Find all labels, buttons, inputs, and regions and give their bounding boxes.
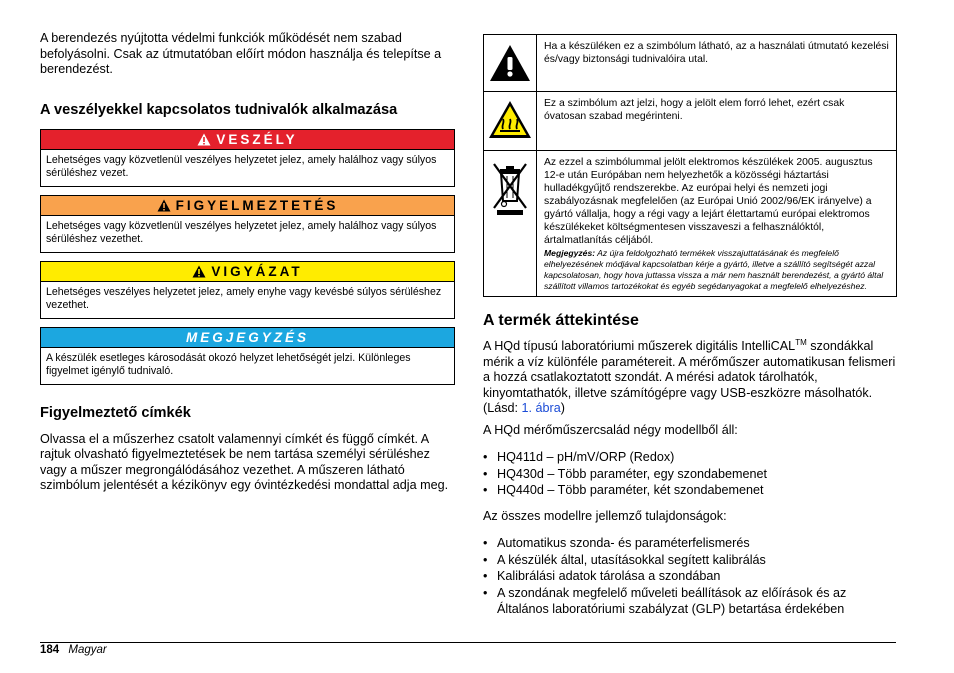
caution-text: Lehetséges veszélyes helyzetet jelez, amely enyhe vagy kevésbé súlyos sérüléshez vezethet.: [46, 285, 442, 311]
footer-language: Magyar: [68, 644, 107, 656]
labels-paragraph: Olvassa el a műszerhez csatolt valamennyi címkét és függő címkét. A rajtuk olvasható figyelmeztetések be nem tartása személyi sérüléshez vagy a műszer megrongálódásához vezethet. A műszeren látható szimbólum jelentését a kézikönyv egy óvintézkedési mondattal adja meg.: [40, 431, 449, 492]
warning-triangle-icon: [192, 265, 206, 278]
list-item: • HQ430d – Több paraméter, egy szondabemenet: [483, 466, 897, 483]
note-header: [41, 328, 454, 348]
footer-rule: [40, 642, 896, 643]
weee-crossed-bin-icon: [489, 159, 531, 217]
caution-box: [40, 261, 455, 319]
warning-triangle-icon: [197, 133, 211, 146]
table-row: [484, 151, 897, 297]
list-item: • Kalibrálási adatok tárolása a szondában: [483, 568, 897, 585]
symbol-cell: [484, 92, 537, 151]
weee-note-text: Az újra feldolgozható termékek visszajuttatásának és megfelelő elhelyezésének módjával kapcsolatban kérje a gyártó, illetve a szállító segítségét azzal kapcsolatosan, hogy hova juttassa vissza a már nem használt berendezést, a gyártó által szállított villamos tartozékokat és egyéb segédanyagokat a megfelelő elhelyezéshez.: [544, 248, 884, 291]
danger-box: [40, 129, 455, 187]
symbol-text-weee: [537, 151, 897, 297]
warning-header: [41, 196, 454, 216]
weee-note-label: Megjegyzés:: [544, 248, 596, 258]
symbol-text: Ha a készüléken ez a szimbólum látható, az a használati útmutató kezelési és/vagy biztonsági tudnivalóira utal.: [537, 35, 897, 92]
weee-text: Az ezzel a szimbólummal jelölt elektromos készülékek 2005. augusztus 12-e után Európában nem helyezhetők a közösségi háztartási hulladékgyűjtő rendszerekbe. Az európai helyi és nemzeti jogi szabályozásnak megfelelően (az Európai Unió 2002/96/EK irányelve) a gyártó vállalja, hogy a régi vagy a lejárt élettartamú európai elektromos készülékeket költségmentesen visszaveszi a felhasználóktól, ártalmatlanítás céljából.: [544, 157, 873, 246]
note-text: A készülék esetleges károsodását okozó helyzet lehetőségét jelzi. Különleges figyelmet igénylő tudnivaló.: [46, 351, 411, 377]
danger-header: [41, 130, 454, 150]
page-footer: [40, 643, 107, 657]
weee-note: [544, 248, 889, 292]
caution-header: [41, 262, 454, 282]
page-number: 184: [40, 644, 60, 656]
list-item: • HQ411d – pH/mV/ORP (Redox): [483, 449, 897, 466]
caution-label: VIGYÁZAT: [211, 263, 303, 279]
general-warning-icon: [488, 43, 532, 83]
list-item: • A készülék által, utasításokkal segített kalibrálás: [483, 552, 897, 569]
warning-text: Lehetséges vagy közvetlenül veszélyes helyzetet jelez, amely halálhoz vagy súlyos sérüléshez vezethet.: [46, 219, 437, 245]
danger-label: VESZÉLY: [216, 131, 298, 147]
symbols-table: [483, 34, 897, 297]
list-item: • Automatikus szonda- és paraméterfelismerés: [483, 535, 897, 552]
list-item: • HQ440d – Több paraméter, két szondabemenet: [483, 482, 897, 499]
models-intro: A HQd mérőműszercsalád négy modellből áll:: [483, 422, 738, 437]
symbol-text: Ez a szimbólum azt jelzi, hogy a jelölt elem forró lehet, ezért csak óvatosan szabad megérinteni.: [537, 92, 897, 151]
labels-heading: Figyelmeztető címkék: [40, 404, 191, 421]
models-list: [483, 449, 897, 499]
danger-text: Lehetséges vagy közvetlenül veszélyes helyzetet jelez, amely halálhoz vagy súlyos sérüléshez vezet.: [46, 153, 437, 179]
symbol-cell: [484, 151, 537, 297]
right-column: [483, 34, 897, 618]
symbol-cell: [484, 35, 537, 92]
table-row: [484, 92, 897, 151]
trademark-sup: TM: [795, 337, 807, 347]
overview-heading: A termék áttekintése: [483, 312, 639, 329]
figure-link[interactable]: 1. ábra: [521, 401, 561, 415]
overview-text-a: A HQd típusú laboratóriumi műszerek digitális IntelliCAL: [483, 339, 796, 353]
features-list: [483, 535, 897, 618]
hot-surface-icon: [487, 99, 533, 141]
left-column: [40, 31, 455, 494]
warning-label: FIGYELMEZTETÉS: [175, 197, 339, 213]
intro-paragraph: A berendezés nyújtotta védelmi funkciók működését nem szabad befolyásolni. Csak az útmutatóban előírt módon használja és telepítse a berendezést.: [40, 31, 442, 76]
note-label: MEGJEGYZÉS: [185, 329, 310, 345]
overview-paragraph: [483, 339, 897, 417]
overview-text-c: ): [560, 401, 565, 415]
table-row: [484, 35, 897, 92]
features-intro: Az összes modellre jellemző tulajdonságok:: [483, 508, 727, 523]
hazard-heading: A veszélyekkel kapcsolatos tudnivalók alkalmazása: [40, 101, 398, 118]
list-item: • A szondának megfelelő műveleti beállítások az előírások és az Általános laboratóriumi szabályzat (GLP) betartása érdekében: [483, 585, 897, 618]
warning-triangle-icon: [157, 199, 171, 212]
warning-box: [40, 195, 455, 253]
overview-text-b: szondákkal mérik a víz különféle paramétereit. A mérőműszer automatikusan felismeri a hozzá csatlakoztatott szondát. A mérési adatok tárolhatók, kinyomtathatók, illetve számítógépre vagy USB-eszközre másolhatók. (Lásd:: [483, 339, 896, 415]
note-box: [40, 327, 455, 385]
